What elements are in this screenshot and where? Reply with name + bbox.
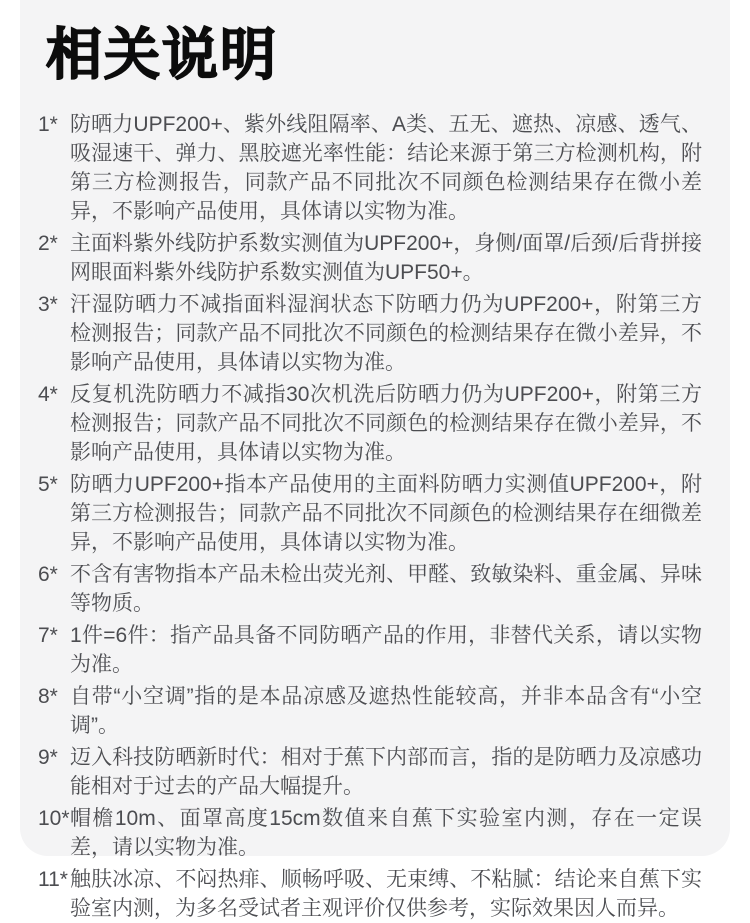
note-text: 反复机洗防晒力不减指30次机洗后防晒力仍为UPF200+，附第三方检测报告；同款产品不同批次不同颜色的检测结果存在微小差异，不影响产品使用，具体请以实物为准。 [70, 383, 702, 464]
note-text: 防晒力UPF200+、紫外线阻隔率、A类、五无、遮热、凉感、透气、吸湿速干、弹力、黑胶遮光率性能：结论来源于第三方检测机构，附第三方检测报告，同款产品不同批次不同颜色检测结果存在微小差异，不影响产品使用，具体请以实物为准。 [70, 113, 702, 223]
note-item [38, 743, 702, 801]
note-text: 主面料紫外线防护系数实测值为UPF200+，身侧/面罩/后颈/后背拼接网眼面料紫外线防护系数实测值为UPF50+。 [70, 232, 702, 284]
note-item [38, 560, 702, 618]
note-number: 10* [38, 807, 70, 830]
note-item [38, 682, 702, 740]
note-item [38, 865, 702, 923]
note-text: 迈入科技防晒新时代：相对于蕉下内部而言，指的是防晒力及凉感功能相对于过去的产品大幅提升。 [70, 746, 702, 798]
note-item [38, 290, 702, 377]
note-item [38, 621, 702, 679]
note-text: 1件=6件：指产品具备不同防晒产品的作用，非替代关系，请以实物为准。 [70, 624, 702, 676]
note-number: 9* [38, 746, 58, 769]
note-text: 汗湿防晒力不减指面料湿润状态下防晒力仍为UPF200+，附第三方检测报告；同款产品不同批次不同颜色的检测结果存在微小差异，不影响产品使用，具体请以实物为准。 [70, 293, 702, 374]
note-number: 5* [38, 473, 58, 496]
note-number: 7* [38, 624, 58, 647]
note-item [38, 470, 702, 557]
note-item [38, 804, 702, 862]
note-number: 11* [38, 868, 68, 891]
note-item [38, 380, 702, 467]
notes-list [38, 110, 702, 923]
note-number: 4* [38, 383, 58, 406]
note-text: 帽檐10m、面罩高度15cm数值来自蕉下实验室内测，存在一定误差，请以实物为准。 [70, 807, 702, 859]
note-number: 3* [38, 293, 58, 316]
note-number: 8* [38, 685, 58, 708]
note-item [38, 110, 702, 226]
note-text: 不含有害物指本产品未检出荧光剂、甲醛、致敏染料、重金属、异味等物质。 [70, 563, 702, 615]
product-notes-card [20, 0, 730, 920]
note-number: 6* [38, 563, 58, 586]
note-item [38, 229, 702, 287]
note-text: 防晒力UPF200+指本产品使用的主面料防晒力实测值UPF200+，附第三方检测报告；同款产品不同批次不同颜色的检测结果存在细微差异，不影响产品使用，具体请以实物为准。 [70, 473, 702, 554]
note-text: 触肤冰凉、不闷热痱、顺畅呼吸、无束缚、不粘腻：结论来自蕉下实验室内测，为多名受试者主观评价仅供参考，实际效果因人而异。 [70, 868, 702, 920]
note-number: 2* [38, 232, 58, 255]
note-number: 1* [38, 113, 58, 136]
page-title: 相关说明 [46, 23, 278, 86]
note-text: 自带“小空调”指的是本品凉感及遮热性能较高，并非本品含有“小空调”。 [70, 685, 702, 737]
